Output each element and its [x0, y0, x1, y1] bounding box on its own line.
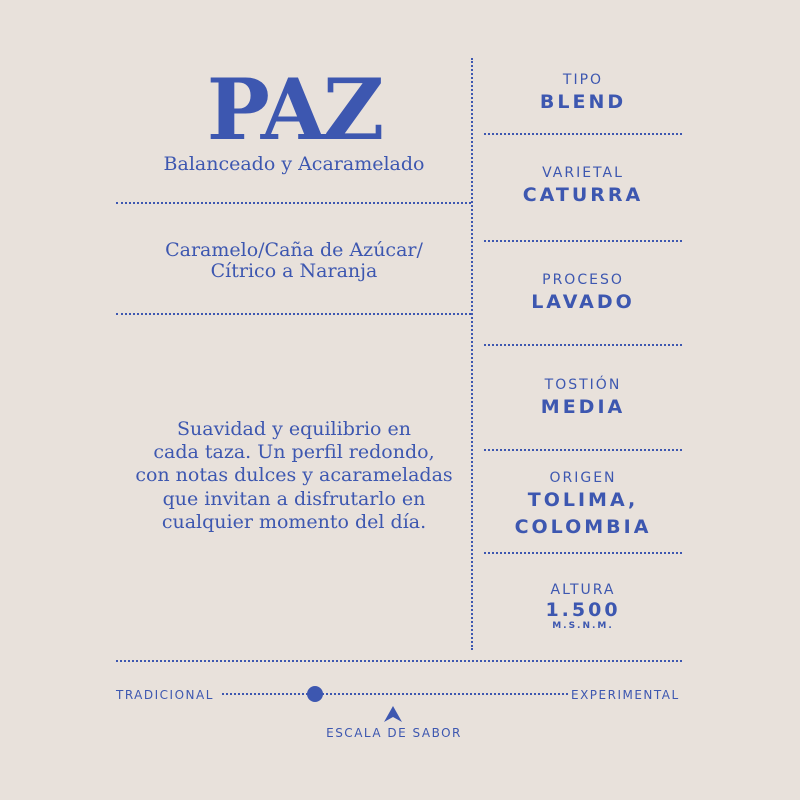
scale-left-label: TRADICIONAL — [116, 688, 214, 702]
scale-caption: ESCALA DE SABOR — [326, 726, 462, 740]
product-name: PAZ — [206, 60, 382, 159]
description-line: cada taza. Un perfil redondo, — [153, 441, 435, 464]
spec-altura — [484, 582, 682, 631]
description-line: Suavidad y equilibrio en — [176, 418, 411, 440]
tasting-notes — [116, 240, 472, 282]
spec-label: ALTURA — [550, 582, 616, 598]
spec-value: BLEND — [539, 90, 627, 113]
spec-label: TIPO — [562, 72, 604, 88]
scale-track — [222, 693, 568, 695]
divider-right-3 — [484, 344, 682, 346]
description-line: que invitan a disfrutarlo en — [162, 487, 426, 510]
divider-right-2 — [484, 240, 682, 242]
divider-left-1 — [116, 202, 471, 204]
spec-label: PROCESO — [542, 272, 624, 288]
spec-tipo — [484, 72, 682, 116]
spec-value: 1.500 — [545, 598, 621, 621]
spec-value: CATURRA — [522, 183, 644, 206]
product-subtitle: Balanceado y Acaramelado — [163, 153, 425, 175]
divider-right-4 — [484, 449, 682, 451]
spec-value: MEDIA — [540, 395, 626, 418]
spec-tostion — [484, 377, 682, 421]
divider-bottom — [116, 660, 682, 662]
spec-label: VARIETAL — [542, 165, 624, 181]
divider-right-1 — [484, 133, 682, 135]
spec-label: ORIGEN — [549, 470, 617, 486]
scale-marker — [307, 686, 323, 702]
spec-value: TOLIMA, — [527, 488, 639, 511]
spec-value-line2: COLOMBIA — [514, 516, 652, 539]
description-line: cualquier momento del día. — [161, 510, 427, 533]
tasting-notes-line: Caramelo/Caña de Azúcar/ — [165, 239, 423, 261]
scale-right-label: EXPERIMENTAL — [571, 688, 680, 702]
divider-right-5 — [484, 552, 682, 554]
divider-left-2 — [116, 313, 471, 315]
spec-origen — [484, 470, 682, 542]
arrow-up-icon — [384, 706, 402, 722]
spec-label: TOSTIÓN — [544, 377, 622, 393]
product-description — [116, 418, 472, 534]
spec-value: LAVADO — [531, 290, 635, 313]
tasting-notes-line: Cítrico a Naranja — [210, 259, 378, 282]
description-line: con notas dulces y acarameladas — [135, 464, 453, 487]
spec-varietal — [484, 165, 682, 209]
spec-unit: M.S.N.M. — [552, 620, 614, 631]
spec-proceso — [484, 272, 682, 316]
